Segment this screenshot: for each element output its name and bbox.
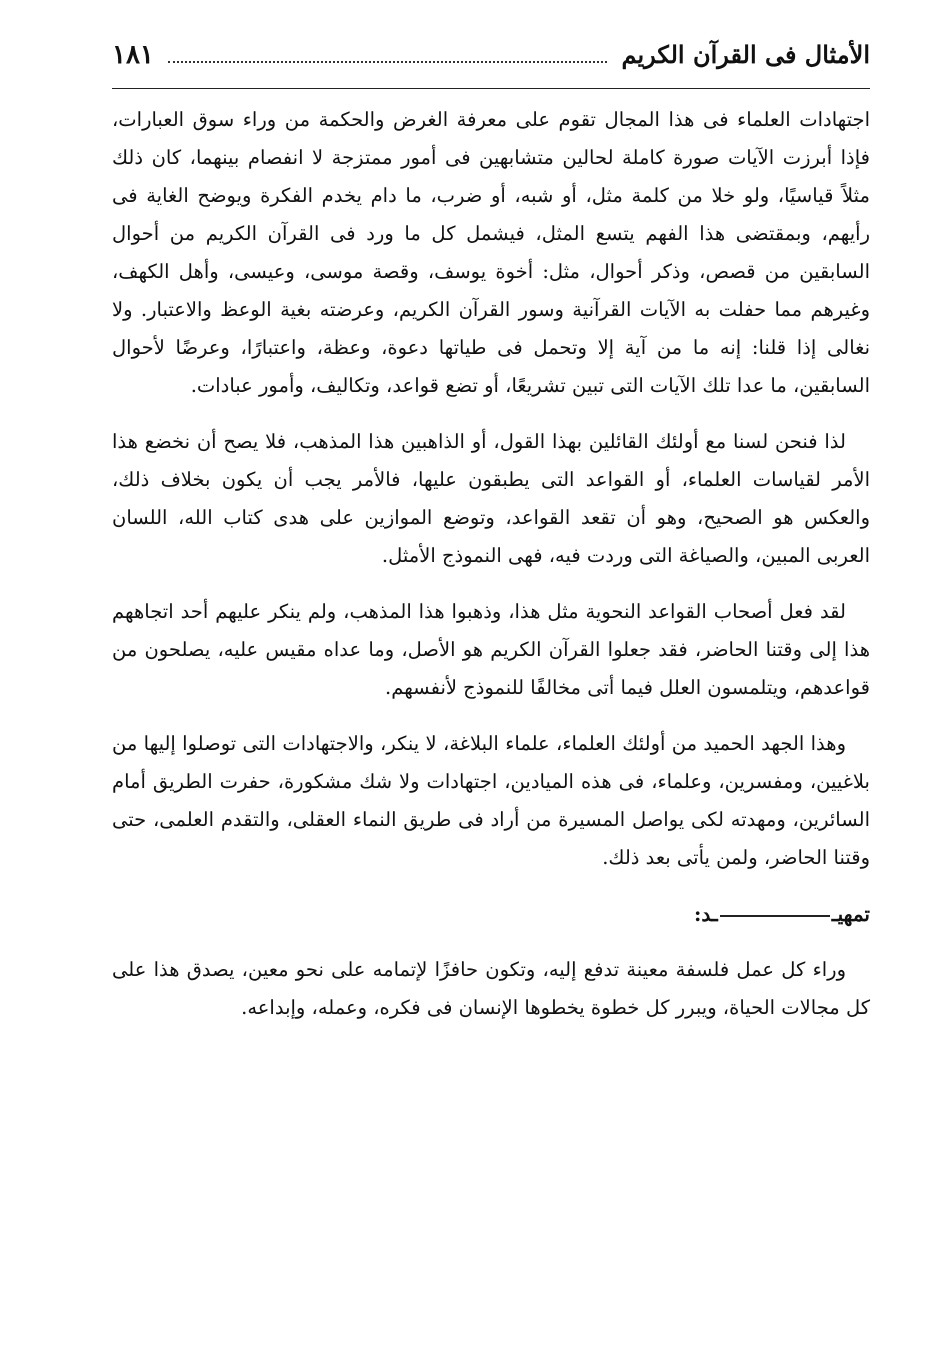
paragraph-1: اجتهادات العلماء فى هذا المجال تقوم على معرفة الغرض والحكمة من وراء سوق العبارات، فإذا أبرزت الآيات صورة كاملة لحالين متشابهين فى أمور ممتزجة لا انفصام بينهما، كان ذلك مثلاً قياسيًا، ولو خلا من كلمة مثل، أو شبه، أو ضرب، ما دام يخدم الفكرة ويوضح الغاية فى رأيهم، وبمقتضى هذا الفهم يتسع المثل، فيشمل كل ما ورد فى القرآن الكريم من أحوال السابقين من قصص، وذكر أحوال، مثل: أخوة يوسف، وقصة موسى، وعيسى، وأهل الكهف، وغيرهم مما حفلت به الآيات القرآنية وسور القرآن الكريم، وعرضته بغية الوعظ والاعتبار. ولا نغالى إذا قلنا: إنه ما من آية إلا وتحمل فى طياتها دعوة، وعظة، واعتبارًا، وعرضًا لأحوال السابقين، ما عدا تلك الآيات التى تبين تشريعًا، أو تضع قواعد، وتكاليف، وأمور عبادات. xyxy=(112,108,870,397)
section-heading-start: تمهيـ xyxy=(831,902,870,926)
paragraph-3: لقد فعل أصحاب القواعد النحوية مثل هذا، وذهبوا هذا المذهب، ولم ينكر عليهم أحد اتجاههم هذا إلى وقتنا الحاضر، فقد جعلوا القرآن الكريم هو الأصل، وما عداه مقيس عليه، يصلحون من قواعدهم، ويتلمسون العلل فيما أتى مخالفًا للنموذج لأنفسهم. xyxy=(112,600,870,699)
dotted-leader xyxy=(168,47,608,63)
page-number: ١٨١ xyxy=(112,40,154,70)
running-title: الأمثال فى القرآن الكريم xyxy=(621,40,870,69)
body-text xyxy=(112,101,870,1027)
section-heading-end: ـد: xyxy=(694,902,718,926)
paragraph-4: وهذا الجهد الحميد من أولئك العلماء، علماء البلاغة، لا ينكر، والاجتهادات التى توصلوا إليها من بلاغيين، ومفسرين، وعلماء، فى هذه الميادين، اجتهادات ولا شك مشكورة، حفرت الطريق أمام السائرين، ومهدته لكى يواصل المسيرة من أراد فى طريق النماء العقلى، والتقدم العلمى، حتى وقتنا الحاضر، ولمن يأتى بعد ذلك. xyxy=(112,732,870,869)
running-header xyxy=(112,40,870,89)
heading-tatweel-line xyxy=(720,915,830,917)
section-paragraph: وراء كل عمل فلسفة معينة تدفع إليه، وتكون حافزًا لإتمامه على نحو معين، يصدق هذا على كل مجالات الحياة، ويبرر كل خطوة يخطوها الإنسان فى فكره، وعمله، وإبداعه. xyxy=(112,958,870,1019)
section-heading xyxy=(112,895,870,933)
paragraph-2: لذا فنحن لسنا مع أولئك القائلين بهذا القول، أو الذاهبين هذا المذهب، فلا يصح أن نخضع هذا الأمر لقياسات العلماء، أو القواعد التى يطبقون عليها، فالأمر يجب أن يكون بخلاف ذلك، والعكس هو الصحيح، وهو أن تقعد القواعد، وتوضع الموازين على هدى كتاب الله، اللسان العربى المبين، والصياغة التى وردت فيه، فهى النموذج الأمثل. xyxy=(112,430,870,567)
